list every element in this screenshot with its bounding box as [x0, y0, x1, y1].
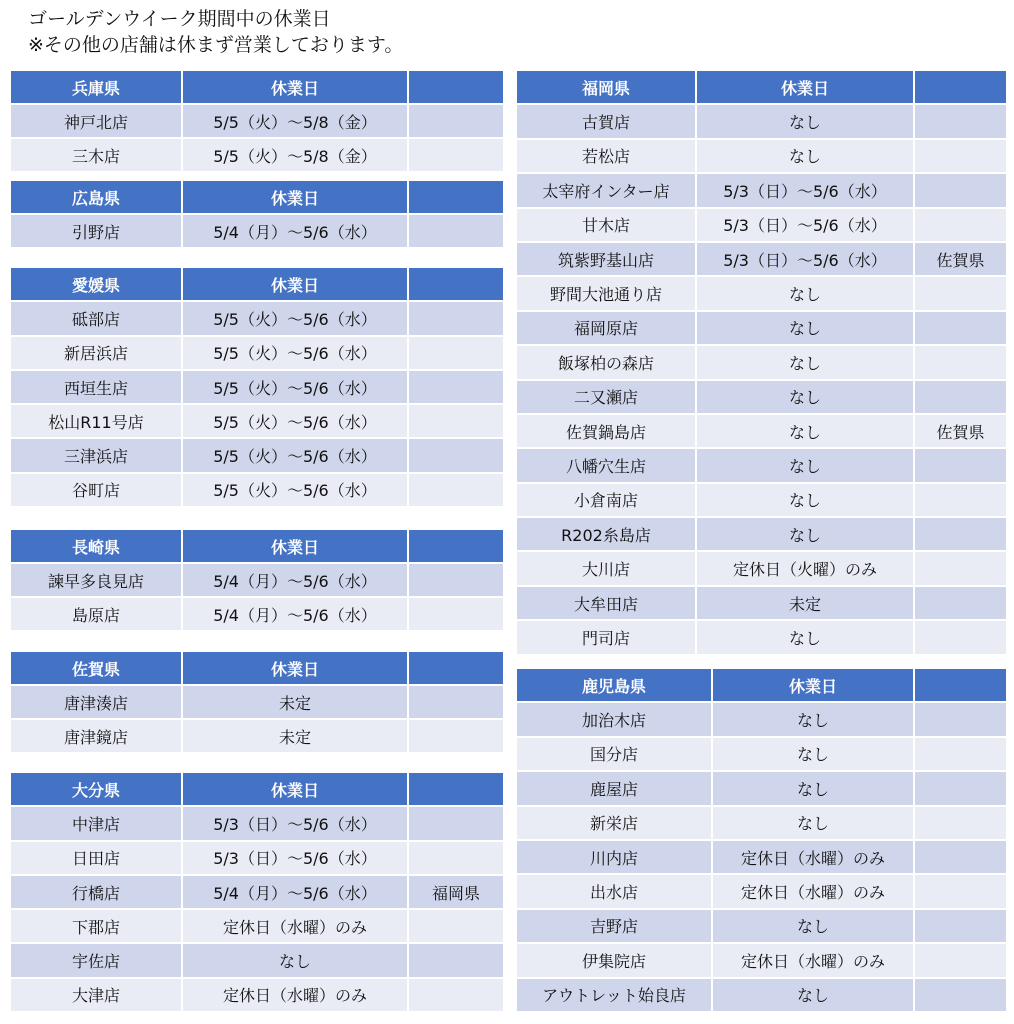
store-name: 島原店 — [10, 597, 182, 631]
store-name: 筑紫野基山店 — [516, 242, 696, 276]
prefecture-header: 佐賀県 — [10, 651, 182, 685]
closed-days: なし — [182, 943, 408, 977]
note-header — [408, 772, 504, 806]
store-name: 国分店 — [516, 737, 712, 771]
note-cell — [408, 685, 504, 719]
store-name: 引野店 — [10, 214, 182, 248]
closed-days: 5/4（月）～5/6（水） — [182, 214, 408, 248]
store-name: 太宰府インター店 — [516, 173, 696, 207]
closed-days: なし — [712, 806, 914, 840]
closed-days-header: 休業日 — [182, 180, 408, 214]
table-row — [516, 345, 1007, 379]
note-cell — [408, 978, 504, 1012]
store-name: 谷町店 — [10, 473, 182, 507]
table-row — [10, 214, 504, 248]
table-row — [10, 404, 504, 438]
note-cell — [408, 597, 504, 631]
store-name: 日田店 — [10, 841, 182, 875]
table-header-row — [10, 180, 504, 214]
closed-days-header: 休業日 — [182, 651, 408, 685]
note-cell — [914, 551, 1007, 585]
table-row — [516, 620, 1007, 654]
note-header — [408, 180, 504, 214]
table-row — [10, 138, 504, 172]
store-name: 古賀店 — [516, 104, 696, 138]
closed-days: 未定 — [182, 719, 408, 753]
store-name: 加治木店 — [516, 702, 712, 736]
table-row — [10, 909, 504, 943]
store-name: 甘木店 — [516, 208, 696, 242]
note-cell — [914, 517, 1007, 551]
store-name: 三津浜店 — [10, 438, 182, 472]
note-cell — [408, 404, 504, 438]
store-name: 大川店 — [516, 551, 696, 585]
note-cell — [914, 448, 1007, 482]
closed-days: なし — [696, 345, 914, 379]
closed-days: なし — [696, 620, 914, 654]
table-row — [516, 517, 1007, 551]
store-name: 吉野店 — [516, 909, 712, 943]
store-name: 福岡原店 — [516, 311, 696, 345]
store-name: 鹿屋店 — [516, 771, 712, 805]
table-hiroshima — [9, 179, 505, 249]
closed-days: 5/5（火）～5/6（水） — [182, 404, 408, 438]
note-cell: 佐賀県 — [914, 414, 1007, 448]
closed-days: 5/3（日）～5/6（水） — [696, 242, 914, 276]
closed-days: なし — [696, 448, 914, 482]
table-row — [516, 586, 1007, 620]
closed-days: 定休日（水曜）のみ — [182, 909, 408, 943]
table-row — [516, 771, 1007, 805]
note-cell — [914, 840, 1007, 874]
closed-days: なし — [696, 483, 914, 517]
note-cell — [914, 586, 1007, 620]
table-row — [10, 978, 504, 1012]
store-name: 西垣生店 — [10, 370, 182, 404]
closed-days: 5/3（日）～5/6（水） — [182, 806, 408, 840]
store-name: 新居浜店 — [10, 336, 182, 370]
store-name: 野間大池通り店 — [516, 276, 696, 310]
table-row — [10, 806, 504, 840]
note-cell — [408, 370, 504, 404]
store-name: 唐津湊店 — [10, 685, 182, 719]
store-name: 伊集院店 — [516, 943, 712, 977]
store-name: 八幡穴生店 — [516, 448, 696, 482]
note-cell — [408, 438, 504, 472]
closed-days: 5/5（火）～5/6（水） — [182, 301, 408, 335]
store-name: アウトレット始良店 — [516, 978, 712, 1012]
store-name: 門司店 — [516, 620, 696, 654]
note-header — [408, 70, 504, 104]
note-cell — [408, 806, 504, 840]
closed-days: 5/4（月）～5/6（水） — [182, 875, 408, 909]
page-header — [28, 6, 403, 58]
closed-days-header: 休業日 — [182, 772, 408, 806]
table-row — [10, 875, 504, 909]
closed-days: 定休日（水曜）のみ — [712, 840, 914, 874]
note-cell — [914, 943, 1007, 977]
note-cell — [914, 311, 1007, 345]
store-name: 松山R11号店 — [10, 404, 182, 438]
prefecture-header: 長崎県 — [10, 529, 182, 563]
table-row — [10, 336, 504, 370]
table-header-row — [10, 267, 504, 301]
table-row — [516, 909, 1007, 943]
store-name: 行橋店 — [10, 875, 182, 909]
table-row — [516, 737, 1007, 771]
closed-days: なし — [696, 414, 914, 448]
note-cell — [408, 301, 504, 335]
table-row — [516, 943, 1007, 977]
note-cell — [408, 909, 504, 943]
store-name: 諫早多良見店 — [10, 563, 182, 597]
table-row — [516, 551, 1007, 585]
prefecture-header: 兵庫県 — [10, 70, 182, 104]
page-subtitle: ※その他の店舗は休まず営業しております。 — [28, 34, 404, 56]
note-cell — [914, 380, 1007, 414]
closed-days: 5/4（月）～5/6（水） — [182, 597, 408, 631]
store-name: 飯塚柏の森店 — [516, 345, 696, 379]
closed-days: なし — [696, 139, 914, 173]
closed-days: なし — [696, 380, 914, 414]
table-row — [10, 719, 504, 753]
table-kagoshima — [515, 667, 1008, 1013]
table-saga — [9, 650, 505, 754]
closed-days-header: 休業日 — [182, 529, 408, 563]
store-name: 宇佐店 — [10, 943, 182, 977]
note-cell — [914, 806, 1007, 840]
table-row — [10, 473, 504, 507]
table-row — [10, 943, 504, 977]
store-name: 砥部店 — [10, 301, 182, 335]
note-header — [408, 529, 504, 563]
note-cell — [914, 702, 1007, 736]
closed-days: 5/5（火）～5/6（水） — [182, 438, 408, 472]
prefecture-header: 鹿児島県 — [516, 668, 712, 702]
table-header-row — [516, 668, 1007, 702]
note-header — [914, 668, 1007, 702]
table-header-row — [516, 70, 1007, 104]
store-name: 大牟田店 — [516, 586, 696, 620]
table-row — [10, 841, 504, 875]
prefecture-header: 愛媛県 — [10, 267, 182, 301]
table-row — [516, 483, 1007, 517]
note-cell: 佐賀県 — [914, 242, 1007, 276]
prefecture-header: 大分県 — [10, 772, 182, 806]
table-row — [516, 276, 1007, 310]
note-cell: 福岡県 — [408, 875, 504, 909]
table-header-row — [10, 529, 504, 563]
table-row — [516, 311, 1007, 345]
closed-days: 5/5（火）～5/6（水） — [182, 370, 408, 404]
closed-days: なし — [712, 909, 914, 943]
note-cell — [408, 719, 504, 753]
table-row — [10, 563, 504, 597]
closed-days-header: 休業日 — [182, 70, 408, 104]
closed-days: 5/5（火）～5/6（水） — [182, 473, 408, 507]
closed-days: 5/5（火）～5/8（金） — [182, 104, 408, 138]
table-ehime — [9, 266, 505, 508]
note-cell — [914, 208, 1007, 242]
table-fukuoka — [515, 69, 1008, 656]
table-row — [516, 139, 1007, 173]
note-cell — [408, 138, 504, 172]
store-name: R202糸島店 — [516, 517, 696, 551]
note-cell — [914, 978, 1007, 1012]
prefecture-header: 福岡県 — [516, 70, 696, 104]
note-header — [408, 267, 504, 301]
closed-days: 5/5（火）～5/6（水） — [182, 336, 408, 370]
note-cell — [914, 345, 1007, 379]
note-cell — [914, 620, 1007, 654]
closed-days-header: 休業日 — [696, 70, 914, 104]
store-name: 三木店 — [10, 138, 182, 172]
closed-days: なし — [696, 104, 914, 138]
note-cell — [408, 473, 504, 507]
prefecture-header: 広島県 — [10, 180, 182, 214]
closed-days-header: 休業日 — [182, 267, 408, 301]
note-cell — [408, 943, 504, 977]
table-oita — [9, 771, 505, 1013]
table-row — [10, 104, 504, 138]
closed-days: 5/3（日）～5/6（水） — [696, 173, 914, 207]
closed-days: なし — [712, 978, 914, 1012]
note-cell — [408, 841, 504, 875]
table-header-row — [10, 651, 504, 685]
note-cell — [408, 104, 504, 138]
closed-days: なし — [696, 311, 914, 345]
store-name: 下郡店 — [10, 909, 182, 943]
note-cell — [914, 173, 1007, 207]
table-row — [516, 448, 1007, 482]
store-name: 新栄店 — [516, 806, 712, 840]
closed-days: 5/3（日）～5/6（水） — [182, 841, 408, 875]
table-row — [516, 840, 1007, 874]
store-name: 二又瀬店 — [516, 380, 696, 414]
closed-days-header: 休業日 — [712, 668, 914, 702]
note-cell — [914, 104, 1007, 138]
table-row — [10, 301, 504, 335]
closed-days: なし — [696, 276, 914, 310]
table-row — [10, 438, 504, 472]
table-row — [516, 806, 1007, 840]
store-name: 川内店 — [516, 840, 712, 874]
table-row — [516, 702, 1007, 736]
closed-days: 未定 — [696, 586, 914, 620]
store-name: 小倉南店 — [516, 483, 696, 517]
closed-days: なし — [696, 517, 914, 551]
note-cell — [914, 909, 1007, 943]
store-name: 中津店 — [10, 806, 182, 840]
table-nagasaki — [9, 528, 505, 632]
closed-days: 定休日（水曜）のみ — [182, 978, 408, 1012]
table-row — [516, 173, 1007, 207]
table-row — [10, 685, 504, 719]
table-header-row — [10, 70, 504, 104]
closed-days: 未定 — [182, 685, 408, 719]
table-row — [10, 597, 504, 631]
note-cell — [914, 139, 1007, 173]
table-hyogo — [9, 69, 505, 173]
note-cell — [408, 214, 504, 248]
closed-days: 定休日（水曜）のみ — [712, 943, 914, 977]
store-name: 出水店 — [516, 874, 712, 908]
table-row — [516, 874, 1007, 908]
page-title: ゴールデンウイーク期間中の休業日 — [28, 8, 331, 30]
closed-days: 定休日（火曜）のみ — [696, 551, 914, 585]
table-row — [516, 104, 1007, 138]
closed-days: 5/5（火）～5/8（金） — [182, 138, 408, 172]
closed-days: 定休日（水曜）のみ — [712, 874, 914, 908]
store-name: 神戸北店 — [10, 104, 182, 138]
note-cell — [914, 483, 1007, 517]
store-name: 佐賀鍋島店 — [516, 414, 696, 448]
note-cell — [914, 771, 1007, 805]
note-cell — [408, 563, 504, 597]
note-cell — [914, 874, 1007, 908]
closed-days: なし — [712, 771, 914, 805]
note-cell — [408, 336, 504, 370]
closed-days: 5/4（月）～5/6（水） — [182, 563, 408, 597]
closed-days: 5/3（日）～5/6（水） — [696, 208, 914, 242]
table-row — [516, 414, 1007, 448]
store-name: 若松店 — [516, 139, 696, 173]
closed-days: なし — [712, 737, 914, 771]
table-row — [516, 978, 1007, 1012]
note-cell — [914, 276, 1007, 310]
table-row — [516, 208, 1007, 242]
table-row — [516, 380, 1007, 414]
store-name: 唐津鏡店 — [10, 719, 182, 753]
table-header-row — [10, 772, 504, 806]
store-name: 大津店 — [10, 978, 182, 1012]
note-header — [408, 651, 504, 685]
note-header — [914, 70, 1007, 104]
note-cell — [914, 737, 1007, 771]
closed-days: なし — [712, 702, 914, 736]
table-row — [10, 370, 504, 404]
table-row — [516, 242, 1007, 276]
